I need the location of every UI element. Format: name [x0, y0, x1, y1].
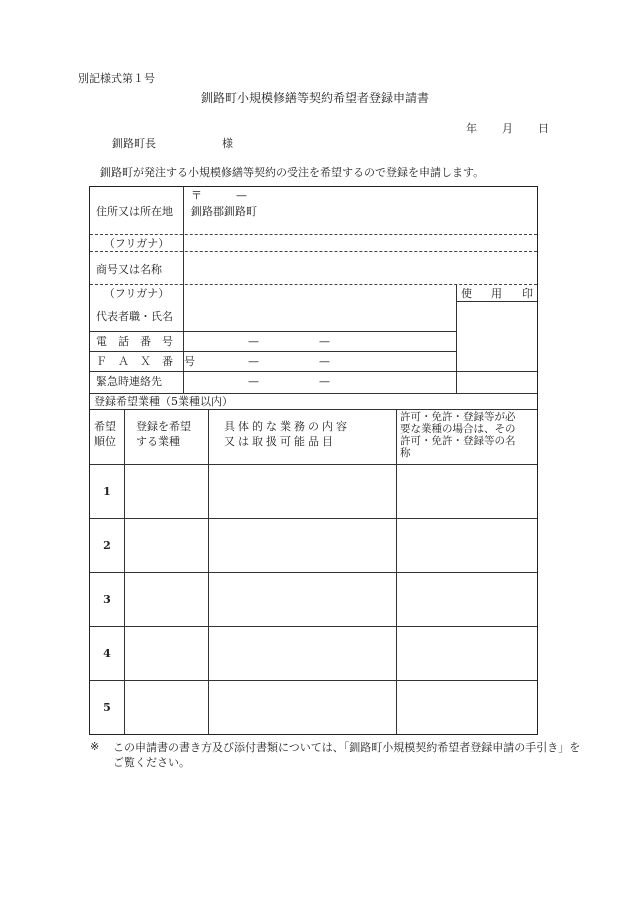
business-section-label: 登録希望業種（5業種以内） [94, 395, 233, 408]
priority-row-2: 2 [103, 539, 111, 552]
priority-header-line2: 順位 [94, 435, 116, 448]
priority-row-1: 1 [103, 485, 111, 498]
furigana-label-1: （フリガナ） [103, 237, 170, 250]
fax-dash-2: — [319, 355, 330, 368]
seal-label-char-2: 用 [491, 287, 502, 300]
document-title: 釧路町小規模修繕等契約希望者登録申請書 [200, 91, 429, 105]
application-form-table [89, 186, 538, 735]
seal-label-char-1: 使 [461, 287, 472, 300]
priority-row-3: 3 [103, 593, 111, 606]
address-value: 釧路郡釧路町 [191, 205, 257, 218]
footnote-mark: ※ [90, 740, 100, 753]
address-label: 住所又は所在地 [96, 205, 173, 218]
priority-row-4: 4 [103, 647, 111, 660]
footnote-text: この申請書の書き方及び添付書類については、「釧路町小規模契約希望者登録申請の手引き」をご覧ください。 [113, 741, 581, 769]
work-content-header-line2: 又は取扱可能品目 [224, 435, 336, 448]
furigana-label-2: （フリガナ） [103, 287, 170, 300]
representative-label: 代表者職・氏名 [96, 310, 173, 323]
fax-dash-1: — [248, 355, 259, 368]
postal-dash: — [236, 189, 247, 202]
honorific: 様 [222, 137, 233, 150]
industry-header-line1: 登録を希望 [136, 420, 191, 433]
intro-sentence: 釧路町が発注する小規模修繕等契約の受注を希望するので登録を申請します。 [100, 166, 485, 179]
phone-dash-2: — [319, 335, 330, 348]
seal-label-char-3: 印 [522, 287, 533, 300]
trade-name-label: 商号又は名称 [96, 263, 162, 276]
form-number: 別記様式第１号 [78, 72, 155, 85]
work-content-header-line1: 具体的な業務の内容 [224, 420, 350, 433]
emergency-dash-1: — [248, 375, 259, 388]
addressee: 釧路町長 [112, 137, 156, 150]
phone-label: 電 話 番 号 [96, 335, 173, 348]
priority-header-line1: 希望 [94, 420, 116, 433]
date-month-label: 月 [502, 122, 513, 135]
license-header-line3: 許可・免許・登録等の名 [400, 435, 516, 447]
priority-row-5: 5 [103, 701, 111, 714]
industry-header-line2: する業種 [136, 435, 180, 448]
emergency-contact-label: 緊急時連絡先 [96, 375, 162, 388]
date-day-label: 日 [538, 122, 549, 135]
date-year-label: 年 [466, 122, 477, 135]
license-header-line2: 要な業種の場合は、その [400, 423, 516, 435]
emergency-dash-2: — [319, 375, 330, 388]
license-header-line1: 許可・免許・登録等が必 [400, 411, 516, 423]
license-header-line4: 称 [400, 447, 411, 459]
postal-mark: 〒 [191, 189, 202, 202]
phone-dash-1: — [248, 335, 259, 348]
fax-label: Ｆ Ａ Ｘ 番 号 [96, 355, 195, 368]
